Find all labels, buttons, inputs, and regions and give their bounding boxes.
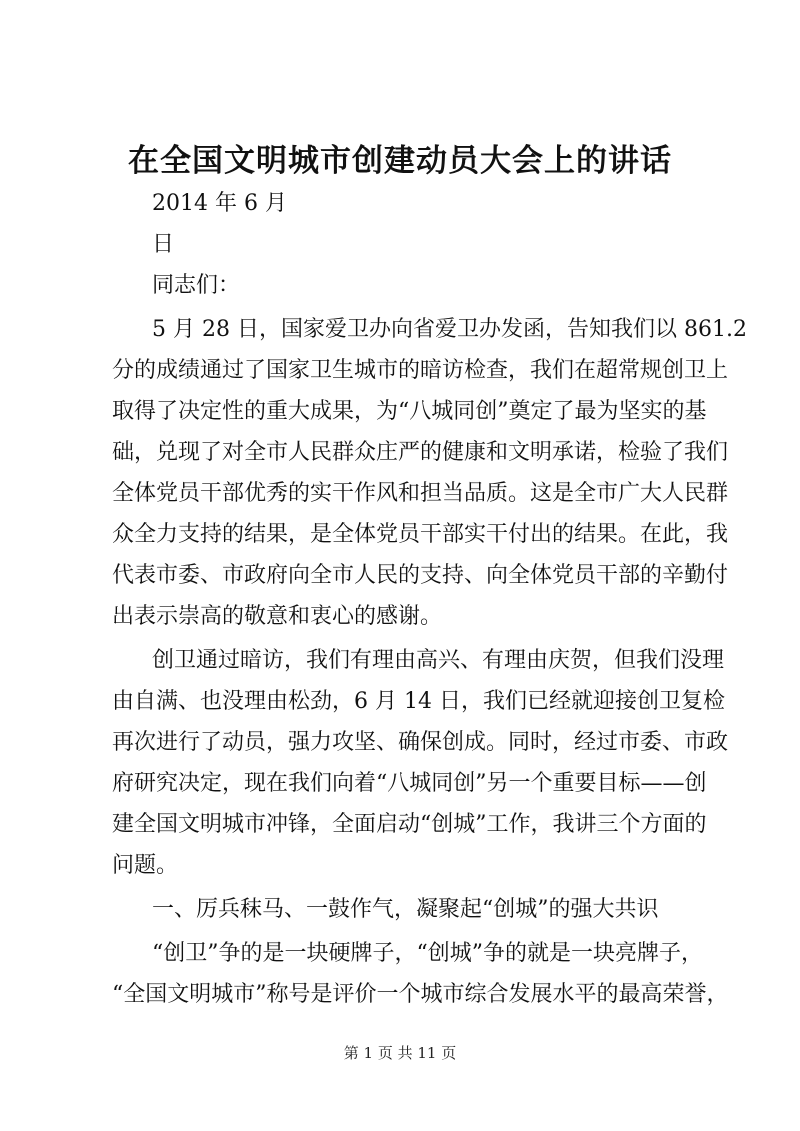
paragraph-3-line: “全国文明城市”称号是评价一个城市综合发展水平的最高荣誉，: [112, 982, 729, 1007]
paragraph-1-line: 础，兑现了对全市人民群众庄严的健康和文明承诺，检验了我们: [112, 440, 729, 465]
paragraph-3-line: “创卫”争的是一块硬牌子，“创城”争的就是一块亮牌子，: [152, 941, 703, 966]
paragraph-1-line: 出表示崇高的敬意和衷心的感谢。: [112, 604, 443, 629]
page-footer: 第 1 页 共 11 页: [343, 1044, 457, 1062]
paragraph-1-line: 众全力支持的结果，是全体党员干部实干付出的结果。在此，我: [112, 522, 729, 547]
date-line-2: 日: [152, 232, 175, 257]
paragraph-1-line: 取得了决定性的重大成果，为“八城同创”奠定了最为坚实的基: [112, 399, 707, 424]
paragraph-2-line: 建全国文明城市冲锋，全面启动“创城”工作，我讲三个方面的: [112, 812, 707, 837]
paragraph-2-line: 由自满、也没理由松劲，6 月 14 日，我们已经就迎接创卫复检: [112, 689, 725, 714]
paragraph-1-line: 全体党员干部优秀的实干作风和担当品质。这是全市广大人民群: [112, 481, 729, 506]
document-title: 在全国文明城市创建动员大会上的讲话: [128, 143, 672, 179]
salutation: 同志们：: [152, 273, 241, 298]
paragraph-2-line: 问题。: [112, 853, 179, 878]
paragraph-1-line: 分的成绩通过了国家卫生城市的暗访检查，我们在超常规创卫上: [112, 358, 729, 383]
date-line-1: 2014 年 6 月: [152, 191, 287, 216]
section-heading: 一、厉兵秣马、一鼓作气，凝聚起“创城”的强大共识: [152, 897, 659, 922]
paragraph-1-line: 代表市委、市政府向全市人民的支持、向全体党员干部的辛勤付: [112, 563, 729, 588]
paragraph-1-line: 5 月 28 日，国家爱卫办向省爱卫办发函，告知我们以 861.2: [152, 317, 747, 342]
paragraph-2-line: 再次进行了动员，强力攻坚、确保创成。同时，经过市委、市政: [112, 730, 729, 755]
paragraph-2-line: 府研究决定，现在我们向着“八城同创”另一个重要目标——创: [112, 771, 707, 796]
paragraph-2-line: 创卫通过暗访，我们有理由高兴、有理由庆贺，但我们没理: [152, 648, 725, 673]
